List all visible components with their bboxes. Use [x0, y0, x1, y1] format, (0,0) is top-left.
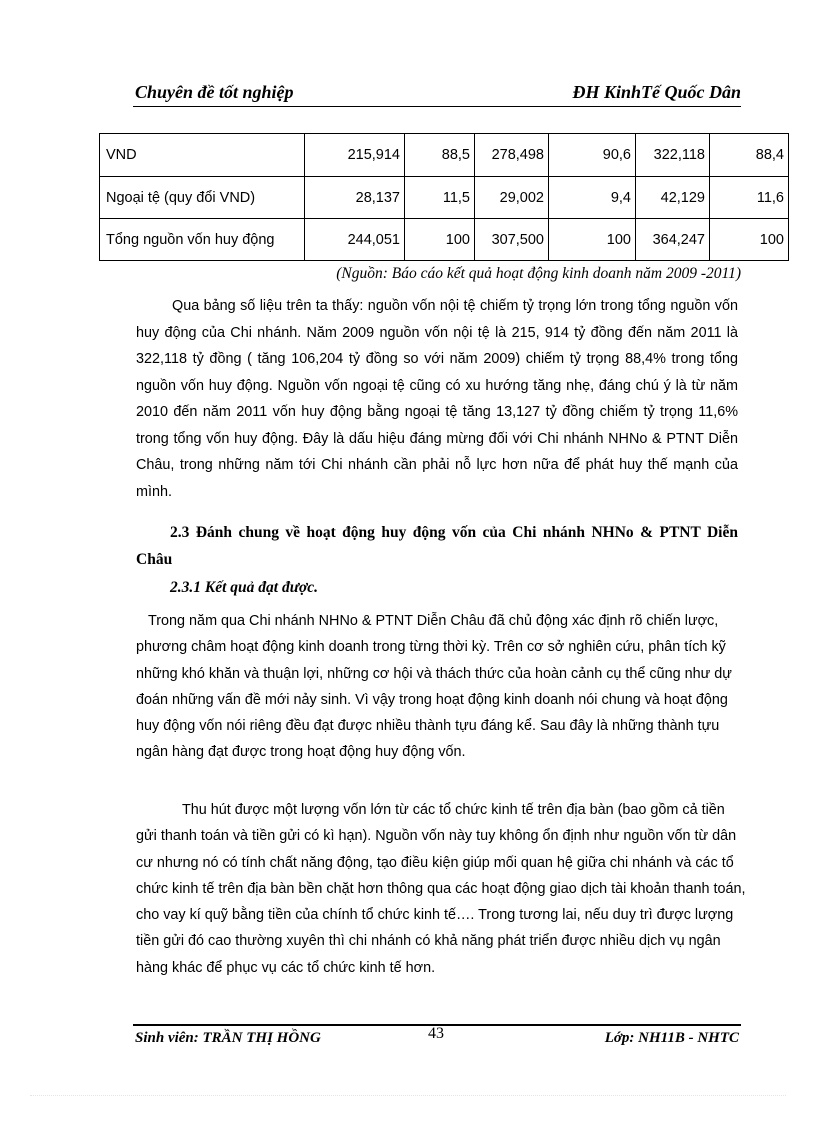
table-cell: 307,500	[475, 219, 549, 261]
page-number: 43	[428, 1025, 444, 1042]
subsection-heading: 2.3.1 Kết quả đạt được.	[170, 579, 319, 596]
section-heading: 2.3 Đánh chung về hoạt động huy động vốn của Chi nhánh NHNo & PTNT Diễn Châu	[136, 524, 738, 568]
table-source-note: (Nguồn: Báo cáo kết quả hoạt động kinh doanh năm 2009 -2011)	[336, 265, 741, 282]
table-row	[100, 134, 789, 177]
page-header	[133, 80, 741, 107]
page-footer	[133, 1024, 741, 1052]
table-cell: 11,6	[710, 177, 789, 219]
header-title-right: ĐH KinhTế Quốc Dân	[572, 82, 741, 102]
table-cell: 11,5	[405, 177, 475, 219]
table-cell: 100	[710, 219, 789, 261]
footer-class: Lớp: NH11B - NHTC	[604, 1030, 739, 1046]
table-row	[100, 219, 789, 261]
table-cell: Tổng nguồn vốn huy động	[100, 219, 305, 261]
table-cell: VND	[100, 134, 305, 177]
table-cell: Ngoại tệ (quy đổi VND)	[100, 177, 305, 219]
table-cell: 244,051	[305, 219, 405, 261]
table-row	[100, 177, 789, 219]
header-title-left: Chuyên đề tốt nghiệp	[135, 82, 294, 102]
table-cell: 42,129	[636, 177, 710, 219]
table-cell: 28,137	[305, 177, 405, 219]
footer-student: Sinh viên: TRẦN THỊ HỒNG	[135, 1030, 321, 1046]
table-cell: 322,118	[636, 134, 710, 177]
table-cell: 9,4	[549, 177, 636, 219]
capital-table	[99, 133, 789, 261]
table-cell: 278,498	[475, 134, 549, 177]
table-cell: 29,002	[475, 177, 549, 219]
table-cell: 100	[549, 219, 636, 261]
page-edge-divider	[30, 1095, 786, 1096]
body-paragraph: Qua bảng số liệu trên ta thấy: nguồn vốn nội tệ chiếm tỷ trọng lớn trong tổng nguồn vốn huy động của Chi nhánh. Năm 2009 nguồn vốn nội tệ là 215, 914 tỷ đồng đến năm 2011 là 322,118 tỷ đồng ( tăng 106,204 tỷ đồng so với năm 2009) chiếm tỷ trọng 88,4% trong tổng nguồn vốn huy động. Nguồn vốn ngoại tệ cũng có xu hướng tăng nhẹ, đáng chú ý là từ năm 2010 đến năm 2011 vốn huy động bằng ngoại tệ tăng 13,127 tỷ đồng chiếm tỷ trọng 11,6% trong tổng vốn huy động. Đây là dấu hiệu đáng mừng đối với Chi nhánh NHNo & PTNT Diễn Châu, trong những năm tới Chi nhánh cần phải nỗ lực hơn nữa để phát huy thế mạnh của mình.	[136, 298, 738, 500]
body-paragraph: Trong năm qua Chi nhánh NHNo & PTNT Diễn Châu đã chủ động xác định rõ chiến lược, phương châm hoạt động kinh doanh trong từng thời kỳ. Trên cơ sở nghiên cứu, phân tích kỹ những khó khăn và thuận lợi, những cơ hội và thách thức của hoàn cảnh cụ thể cũng như dự đoán những vấn đề mới nảy sinh. Vì vậy trong hoạt động kinh doanh nói chung và hoạt động huy động vốn nói riêng đều đạt được nhiều thành tựu đáng kể. Sau đây là những thành tựu ngân hàng đạt được trong hoạt động huy động vốn.	[136, 613, 732, 761]
table-cell: 364,247	[636, 219, 710, 261]
table-cell: 88,4	[710, 134, 789, 177]
body-paragraph: Thu hút được một lượng vốn lớn từ các tổ chức kinh tế trên địa bàn (bao gồm cả tiền gửi thanh toán và tiền gửi có kì hạn). Nguồn vốn này tuy không ổn định như nguồn vốn từ dân cư nhưng nó có tính chất năng động, tạo điều kiện giúp mối quan hệ giữa chi nhánh và các tổ chức kinh tế trên địa bàn bền chặt hơn thông qua các hoạt động giao dịch tài khoản thanh toán, cho vay kí quỹ bằng tiền của chính tổ chức kinh tế…. Trong tương lai, nếu duy trì được lượng tiền gửi đó cao thường xuyên thì chi nhánh có khả năng phát triển được nhiều dịch vụ ngân hàng khác để phục vụ các tổ chức kinh tế hơn.	[136, 802, 746, 976]
table-cell: 88,5	[405, 134, 475, 177]
table-cell: 215,914	[305, 134, 405, 177]
table-cell: 100	[405, 219, 475, 261]
table-cell: 90,6	[549, 134, 636, 177]
